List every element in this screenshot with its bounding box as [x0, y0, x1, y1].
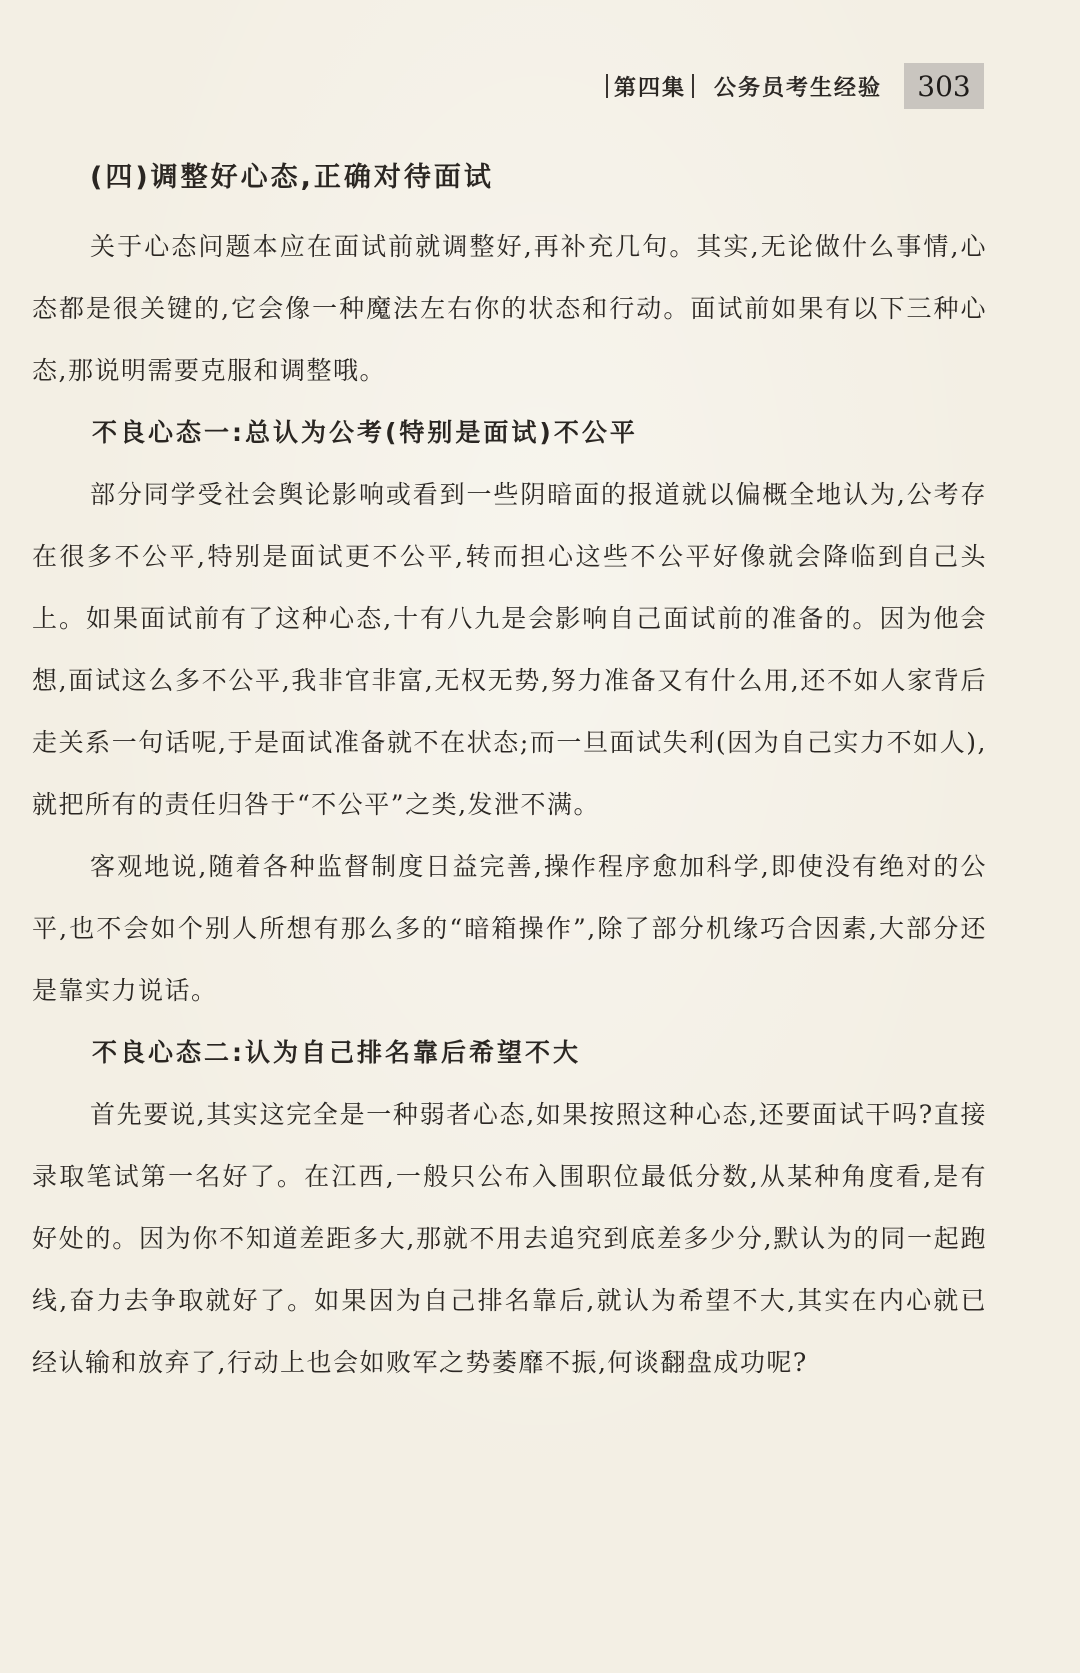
section-heading: (四)调整好心态,正确对待面试 — [90, 162, 494, 193]
book-title: 公务员考生经验 — [713, 75, 882, 101]
chapter-label: 第四集 — [613, 75, 686, 101]
paragraph-unfairness: 部分同学受社会舆论影响或看到一些阴暗面的报道就以偏概全地认为,公考存在很多不公平,特别是面试更不公平,转而担心这些不公平好像就会降临到自己头上。如果面试前有了这种心态,十有八九是会影响自己面试前的准备的。因为他会想,面试这么多不公平,我非官非富,无权无势,努力准备又有什么用,还不如人家背后走关系一句话呢,于是面试准备就不在状态;而一旦面试失利(因为自己实力不如人),就把所有的责任归咎于“不公平”之类,发泄不满。 — [32, 480, 987, 819]
paragraph-low-ranking: 首先要说,其实这完全是一种弱者心态,如果按照这种心态,还要面试干吗?直接录取笔试第一名好了。在江西,一般只公布入围职位最低分数,从某种角度看,是有好处的。因为你不知道差距多大,那就不用去追究到底差多少分,默认为的同一起跑线,奋力去争取就好了。如果因为自己排名靠后,就认为希望不大,其实在内心就已经认输和放弃了,行动上也会如败军之势萎靡不振,何谈翻盘成功呢? — [32, 1100, 987, 1377]
header-divider-left — [606, 74, 608, 98]
page-number: 303 — [904, 63, 984, 109]
paragraph-objective-view: 客观地说,随着各种监督制度日益完善,操作程序愈加科学,即使没有绝对的公平,也不会如个别人所想有那么多的“暗箱操作”,除了部分机缘巧合因素,大部分还是靠实力说话。 — [32, 852, 987, 1005]
page-body — [32, 150, 987, 1394]
subheading-mindset-two: 不良心态二:认为自己排名靠后希望不大 — [92, 1038, 581, 1067]
running-header — [600, 62, 984, 110]
header-divider-right — [692, 74, 694, 98]
paragraph-intro: 关于心态问题本应在面试前就调整好,再补充几句。其实,无论做什么事情,心态都是很关键的,它会像一种魔法左右你的状态和行动。面试前如果有以下三种心态,那说明需要克服和调整哦。 — [32, 232, 987, 385]
subheading-mindset-one: 不良心态一:总认为公考(特别是面试)不公平 — [92, 418, 638, 447]
